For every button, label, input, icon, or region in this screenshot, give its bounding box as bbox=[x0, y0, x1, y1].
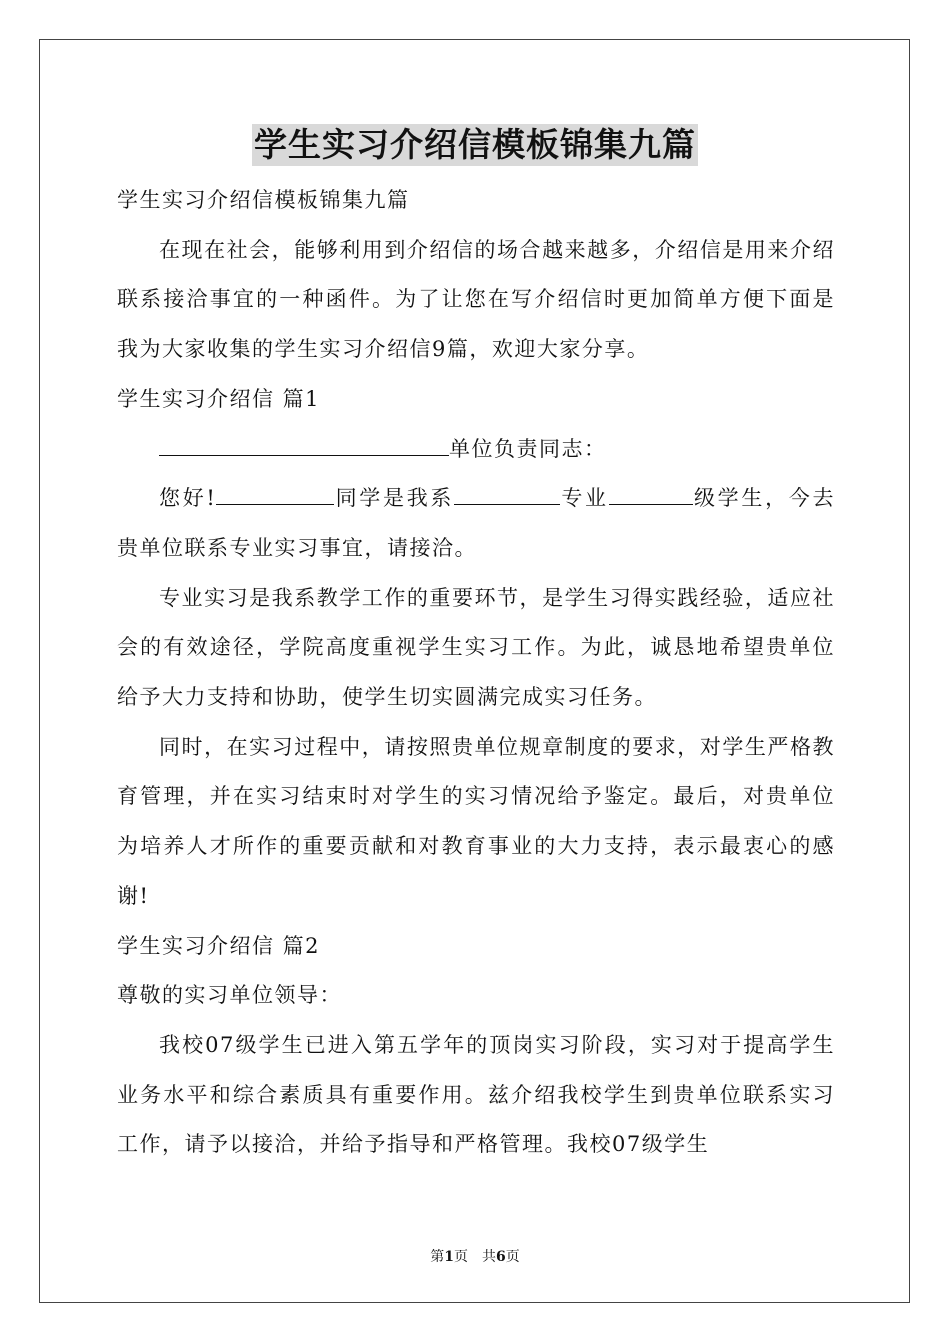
page-total: 6 bbox=[496, 1249, 506, 1265]
document-body bbox=[117, 176, 835, 1170]
salutation-2: 尊敬的实习单位领导： bbox=[117, 983, 342, 1008]
major-text: 专业 bbox=[560, 486, 609, 511]
footer-label-a: 第 bbox=[430, 1249, 445, 1265]
subtitle-paragraph: 学生实习介绍信模板锦集九篇 bbox=[117, 188, 410, 212]
blank-major bbox=[454, 482, 560, 505]
footer-label-c: 页 bbox=[505, 1249, 520, 1265]
grade-text: 级学生，今去贵单位联系专业实习事宜，请接洽。 bbox=[117, 486, 836, 560]
blank-unit-name bbox=[159, 432, 449, 455]
footer-label-b: 页 共 bbox=[454, 1249, 496, 1265]
salutation-line bbox=[117, 425, 835, 475]
section-heading-1: 学生实习介绍信 篇1 bbox=[117, 386, 321, 411]
document-title: 学生实习介绍信模板锦集九篇 bbox=[254, 125, 696, 164]
blank-grade bbox=[609, 482, 693, 505]
section-heading-2: 学生实习介绍信 篇2 bbox=[117, 933, 321, 958]
greeting-text: 您好! bbox=[159, 486, 217, 511]
body-paragraph-2: 同时，在实习过程中，请按照贵单位规章制度的要求，对学生严格教育管理，并在实习结束时对学生的实习情况给予鉴定。最后，对贵单位为培养人才所作的重要贡献和对教育事业的大力支持，表示最衷心的感谢! bbox=[117, 734, 835, 908]
title-container bbox=[0, 124, 950, 166]
salutation-text: 单位负责同志： bbox=[449, 436, 607, 461]
body-paragraph-3: 我校07级学生已进入第五学年的顶岗实习阶段，实习对于提高学生业务水平和综合素质具有重要作用。兹介绍我校学生到贵单位联系实习工作，请予以接洽，并给予指导和严格管理。我校07级学生 bbox=[117, 1032, 835, 1157]
body-paragraph-1: 专业实习是我系教学工作的重要环节，是学生习得实践经验，适应社会的有效途径，学院高度重视学生实习工作。为此，诚恳地希望贵单位给予大力支持和协助，使学生切实圆满完成实习任务。 bbox=[117, 585, 835, 710]
student-text: 同学是我系 bbox=[334, 486, 455, 511]
intro-paragraph: 在现在社会，能够利用到介绍信的场合越来越多，介绍信是用来介绍联系接洽事宜的一种函件。为了让您在写介绍信时更加简单方便下面是我为大家收集的学生实习介绍信9篇，欢迎大家分享。 bbox=[117, 237, 835, 362]
blank-student-name bbox=[216, 482, 334, 505]
greeting-paragraph bbox=[117, 474, 835, 573]
page-current: 1 bbox=[444, 1249, 454, 1265]
page-footer bbox=[0, 1246, 950, 1266]
